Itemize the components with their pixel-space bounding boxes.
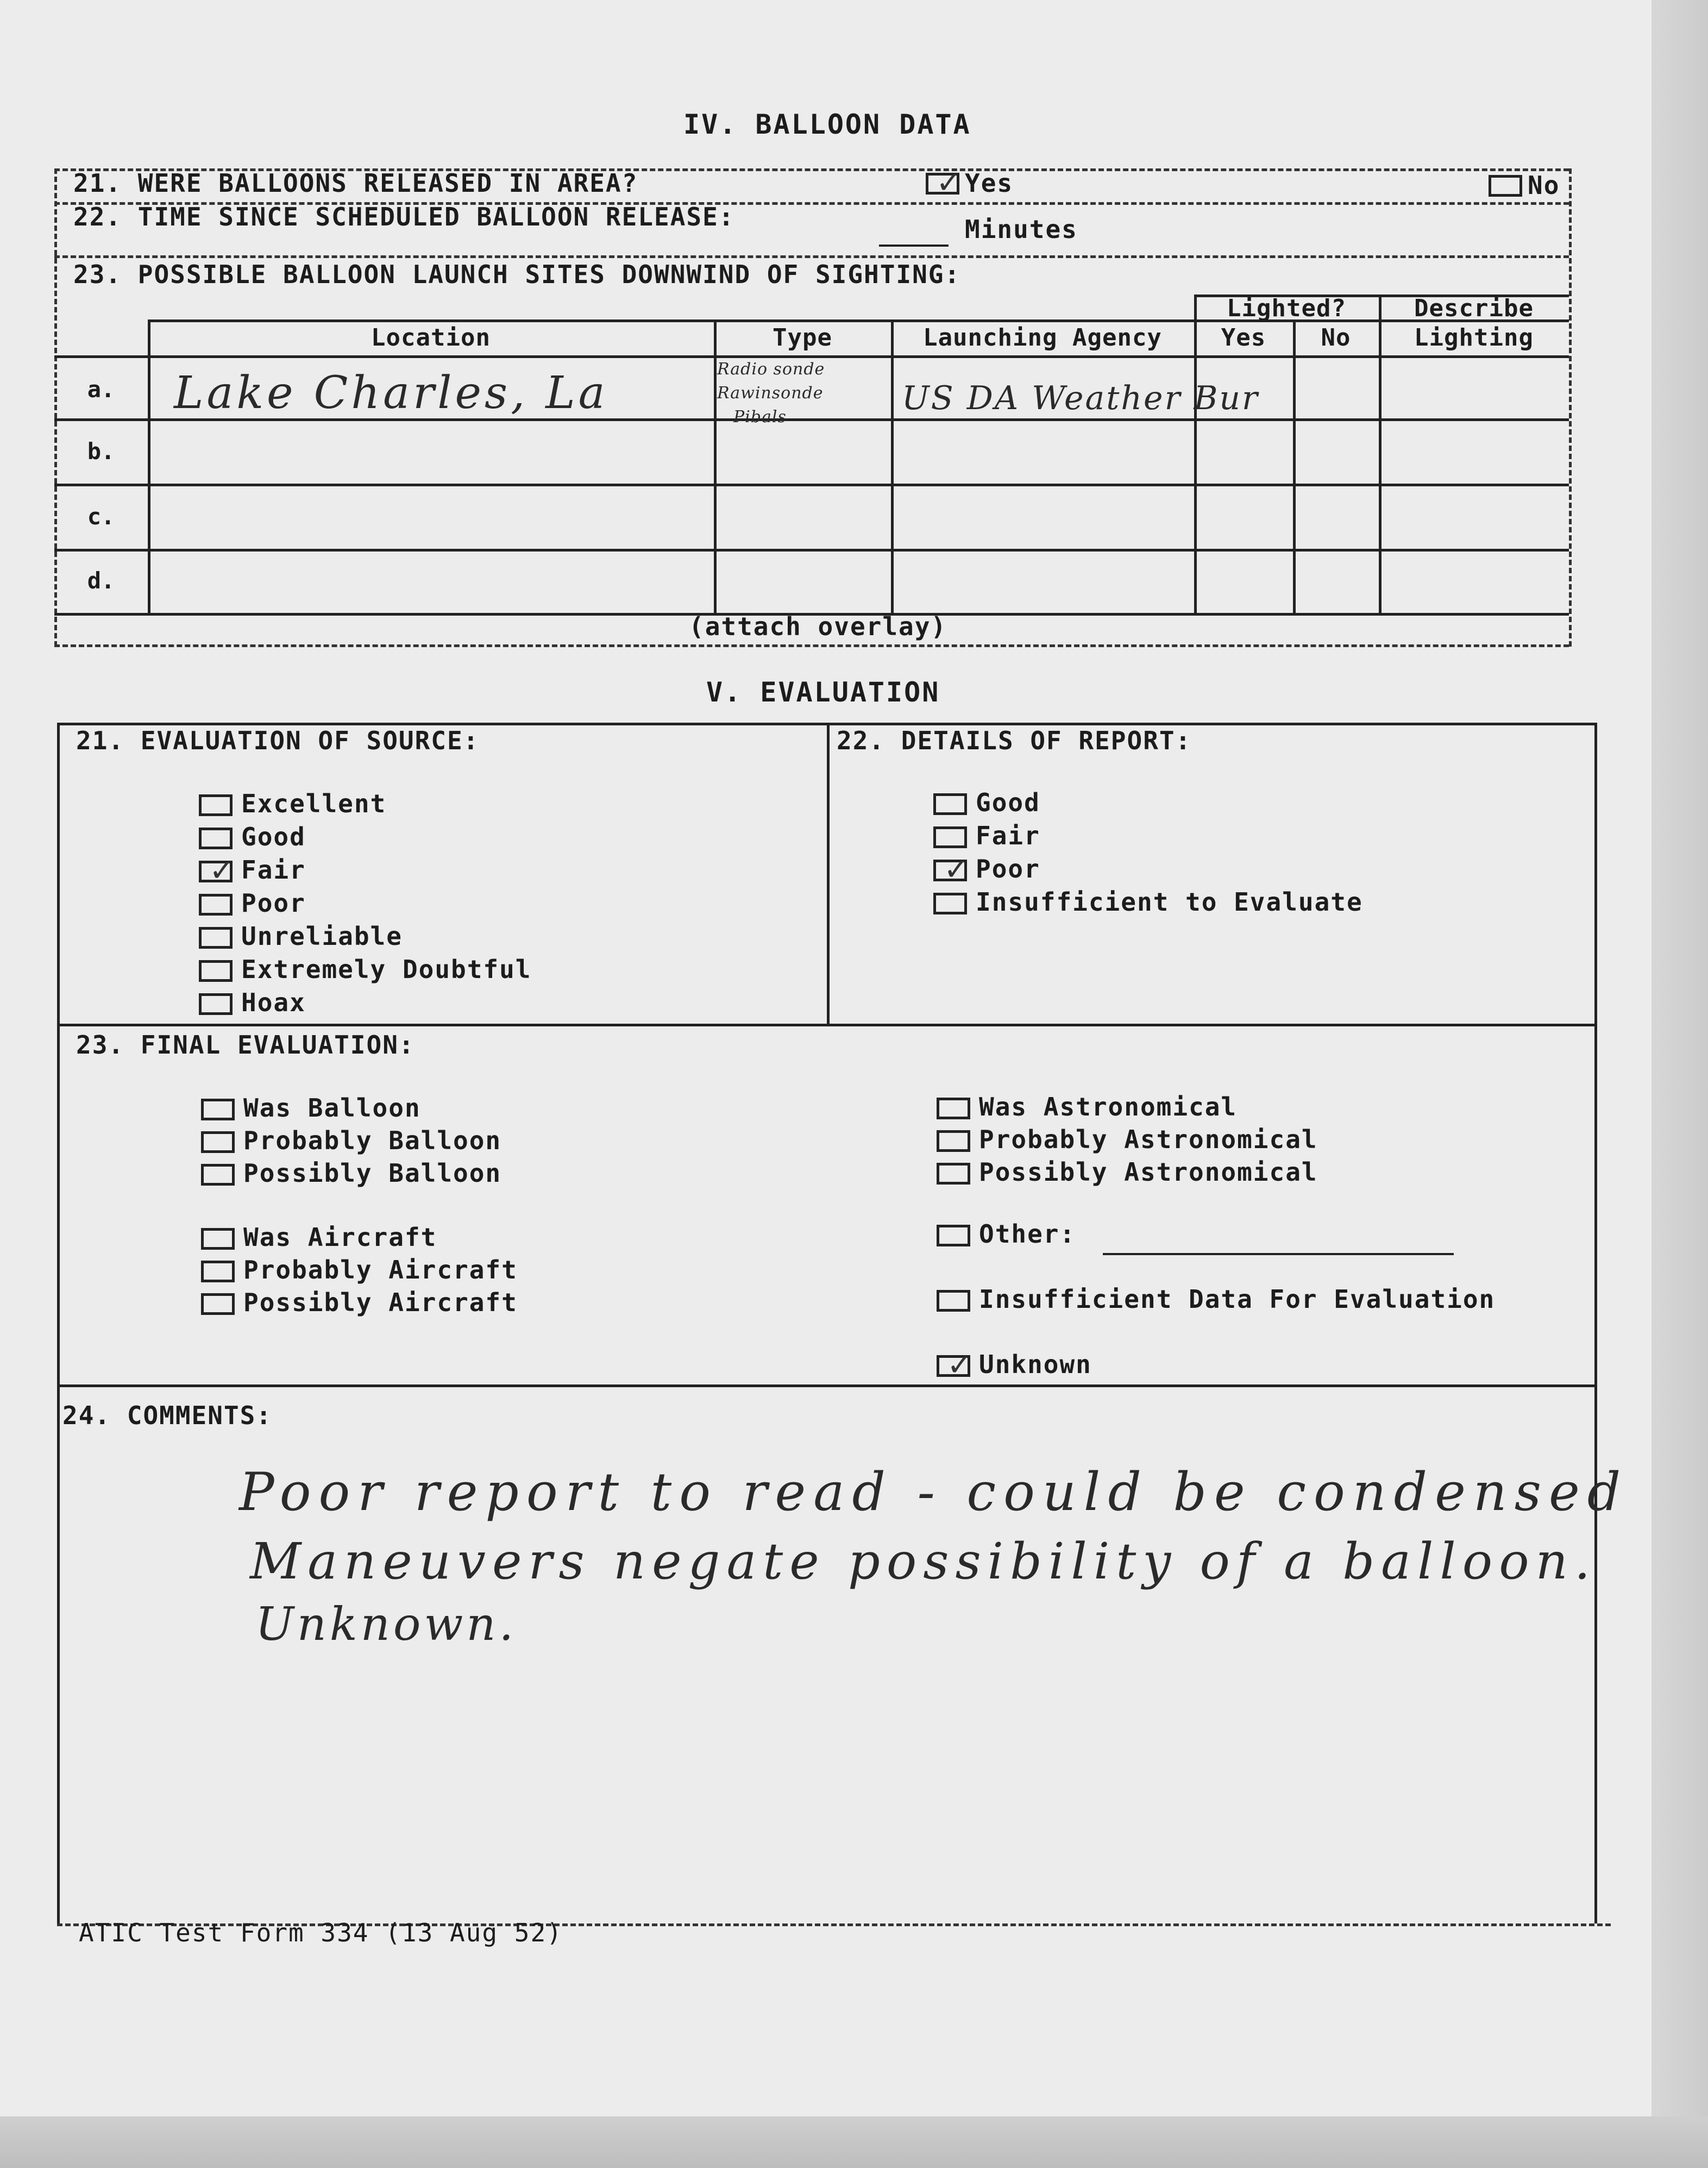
rule	[54, 484, 1569, 486]
checkmark: ✓	[947, 1348, 972, 1383]
other-blank-line[interactable]	[1103, 1253, 1454, 1255]
col-header-no: No	[1321, 324, 1351, 352]
section_v.q23.left_options-option-1-checkbox[interactable]	[201, 1131, 235, 1153]
section_v.q23.right_options-option-5-checkbox[interactable]	[937, 1348, 972, 1383]
page-edge	[1652, 0, 1708, 2116]
final-eval-label: 23. FINAL EVALUATION:	[76, 1030, 415, 1060]
section-v-title: V. EVALUATION	[706, 676, 940, 708]
col-header-yes: Yes	[1221, 324, 1266, 352]
section_v.q23.right_options-option-0-checkbox[interactable]	[937, 1098, 970, 1119]
rule	[1293, 319, 1296, 613]
rule	[54, 355, 1569, 358]
q22-minutes-blank[interactable]	[879, 245, 949, 247]
section_v.q23.right_options-option-5-label: Unknown	[979, 1350, 1092, 1379]
row-letter-b: b.	[87, 438, 115, 465]
section_v.q23.left_options-option-4-label: Probably Aircraft	[243, 1255, 518, 1284]
rule	[54, 168, 57, 647]
row-letter-a: a.	[87, 376, 115, 403]
row-a-type-line2: Rawinsonde	[717, 384, 824, 403]
section-iv-title: IV. BALLOON DATA	[683, 109, 971, 140]
rule	[148, 319, 150, 613]
q21-no-checkbox[interactable]	[1489, 175, 1522, 197]
section_v.q21.options-option-2-checkbox[interactable]	[199, 853, 235, 888]
section_v.q22.options-option-0-checkbox[interactable]	[933, 793, 967, 815]
eval-source-label: 21. EVALUATION OF SOURCE:	[76, 726, 480, 755]
form-id-footer: ATIC Test Form 334 (13 Aug 52)	[79, 1918, 563, 1947]
rule	[57, 723, 1594, 725]
rule	[57, 723, 60, 1923]
section_v.q21.options-option-6-checkbox[interactable]	[199, 993, 233, 1015]
section_v.q23.left_options-option-2-label: Possibly Balloon	[243, 1158, 502, 1188]
row-a-type-line1: Radio sonde	[717, 360, 825, 379]
q22-minutes-label: Minutes	[965, 215, 1078, 244]
row-letter-c: c.	[87, 503, 115, 530]
row-a-type-line3: Pibals	[733, 408, 787, 427]
rule	[54, 644, 1569, 647]
q21-balloons-label: 21. WERE BALLOONS RELEASED IN AREA?	[73, 168, 638, 198]
section_v.q22.options-option-0-label: Good	[976, 788, 1040, 817]
row-letter-d: d.	[87, 567, 115, 594]
section_v.q23.right_options-option-2-label: Possibly Astronomical	[979, 1157, 1318, 1187]
q21-no-label: No	[1528, 171, 1560, 200]
rule	[714, 319, 717, 613]
section_v.q22.options-option-3-checkbox[interactable]	[933, 893, 967, 914]
section_v.q21.options-option-0-checkbox[interactable]	[199, 794, 233, 816]
row-a-location: Lake Charles, La	[174, 367, 608, 419]
q21-yes-checkbox[interactable]: ✓	[926, 173, 959, 195]
q22-time-label: 22. TIME SINCE SCHEDULED BALLOON RELEASE:	[73, 202, 735, 231]
section_v.q23.left_options-option-1-label: Probably Balloon	[243, 1126, 502, 1155]
checkmark: ✓	[209, 853, 235, 888]
col-header-describe: Describe	[1414, 295, 1534, 322]
section_v.q22.options-option-1-checkbox[interactable]	[933, 826, 967, 848]
section_v.q22.options-option-2-checkbox[interactable]	[933, 852, 969, 887]
col-header-lighting: Lighting	[1414, 324, 1534, 352]
section_v.q23.right_options-option-3-label: Other:	[979, 1219, 1076, 1249]
rule	[891, 319, 894, 613]
section_v.q22.options-option-2-label: Poor	[976, 854, 1040, 884]
rule	[1569, 168, 1572, 647]
section_v.q23.right_options-option-4-label: Insufficient Data For Evaluation	[979, 1284, 1496, 1314]
comments-label: 24. COMMENTS:	[62, 1401, 273, 1430]
section_v.q23.right_options-option-0-label: Was Astronomical	[979, 1092, 1238, 1121]
attach-overlay-note: (attach overlay)	[689, 612, 947, 641]
section_v.q23.right_options-option-3-checkbox[interactable]	[937, 1225, 970, 1246]
rule	[1594, 723, 1597, 1923]
section_v.q21.options-option-1-checkbox[interactable]	[199, 828, 233, 849]
col-header-type: Type	[773, 324, 832, 352]
section_v.q23.left_options-option-0-checkbox[interactable]	[201, 1099, 235, 1120]
section_v.q23.left_options-option-4-checkbox[interactable]	[201, 1261, 235, 1282]
section_v.q23.right_options-option-1-label: Probably Astronomical	[979, 1125, 1318, 1154]
rule	[57, 1024, 1594, 1026]
page-bottom-shadow	[0, 2116, 1708, 2168]
section_v.q22.options-option-3-label: Insufficient to Evaluate	[976, 887, 1363, 917]
section_v.q21.options-option-5-label: Extremely Doubtful	[241, 955, 532, 984]
section_v.q23.right_options-option-2-checkbox[interactable]	[937, 1163, 970, 1185]
section_v.q21.options-option-0-label: Excellent	[241, 789, 387, 818]
q23-launch-sites-label: 23. POSSIBLE BALLOON LAUNCH SITES DOWNWIND OF SIGHTING:	[73, 260, 961, 289]
section_v.q22.options-option-1-label: Fair	[976, 821, 1040, 850]
col-header-lighted: Lighted?	[1227, 295, 1346, 322]
section_v.q21.options-option-6-label: Hoax	[241, 988, 306, 1017]
section_v.q21.options-option-4-label: Unreliable	[241, 922, 403, 951]
section_v.q21.options-option-2-label: Fair	[241, 855, 306, 885]
section_v.q23.left_options-option-3-label: Was Aircraft	[243, 1223, 437, 1252]
rule	[54, 255, 1569, 258]
section_v.q23.left_options-option-5-checkbox[interactable]	[201, 1293, 235, 1315]
section_v.q21.options-option-3-label: Poor	[241, 888, 306, 918]
section_v.q23.left_options-option-0-label: Was Balloon	[243, 1093, 421, 1123]
details-report-label: 22. DETAILS OF REPORT:	[837, 726, 1192, 755]
rule	[827, 723, 830, 1024]
section_v.q21.options-option-3-checkbox[interactable]	[199, 894, 233, 916]
rule	[57, 1384, 1594, 1387]
rule	[54, 549, 1569, 552]
comment-line-2: Maneuvers negate possibility of a balloon.	[250, 1532, 1597, 1590]
checkmark: ✓	[944, 852, 969, 887]
section_v.q23.right_options-option-1-checkbox[interactable]	[937, 1130, 970, 1152]
row-a-agency: US DA Weather Bur	[902, 379, 1259, 417]
section_v.q21.options-option-4-checkbox[interactable]	[199, 927, 233, 949]
col-header-launching-agency: Launching Agency	[923, 324, 1162, 352]
comment-line-1: Poor report to read - could be condensed	[239, 1462, 1629, 1522]
section_v.q21.options-option-5-checkbox[interactable]	[199, 960, 233, 982]
section_v.q21.options-option-1-label: Good	[241, 822, 306, 851]
col-header-location: Location	[371, 324, 491, 352]
comment-line-3: Unknown.	[255, 1597, 517, 1651]
section_v.q23.right_options-option-4-checkbox[interactable]	[937, 1290, 970, 1312]
section_v.q23.left_options-option-2-checkbox[interactable]	[201, 1164, 235, 1186]
q21-yes-label: Yes	[965, 168, 1014, 198]
section_v.q23.left_options-option-5-label: Possibly Aircraft	[243, 1288, 518, 1317]
section_v.q23.left_options-option-3-checkbox[interactable]	[201, 1228, 235, 1250]
